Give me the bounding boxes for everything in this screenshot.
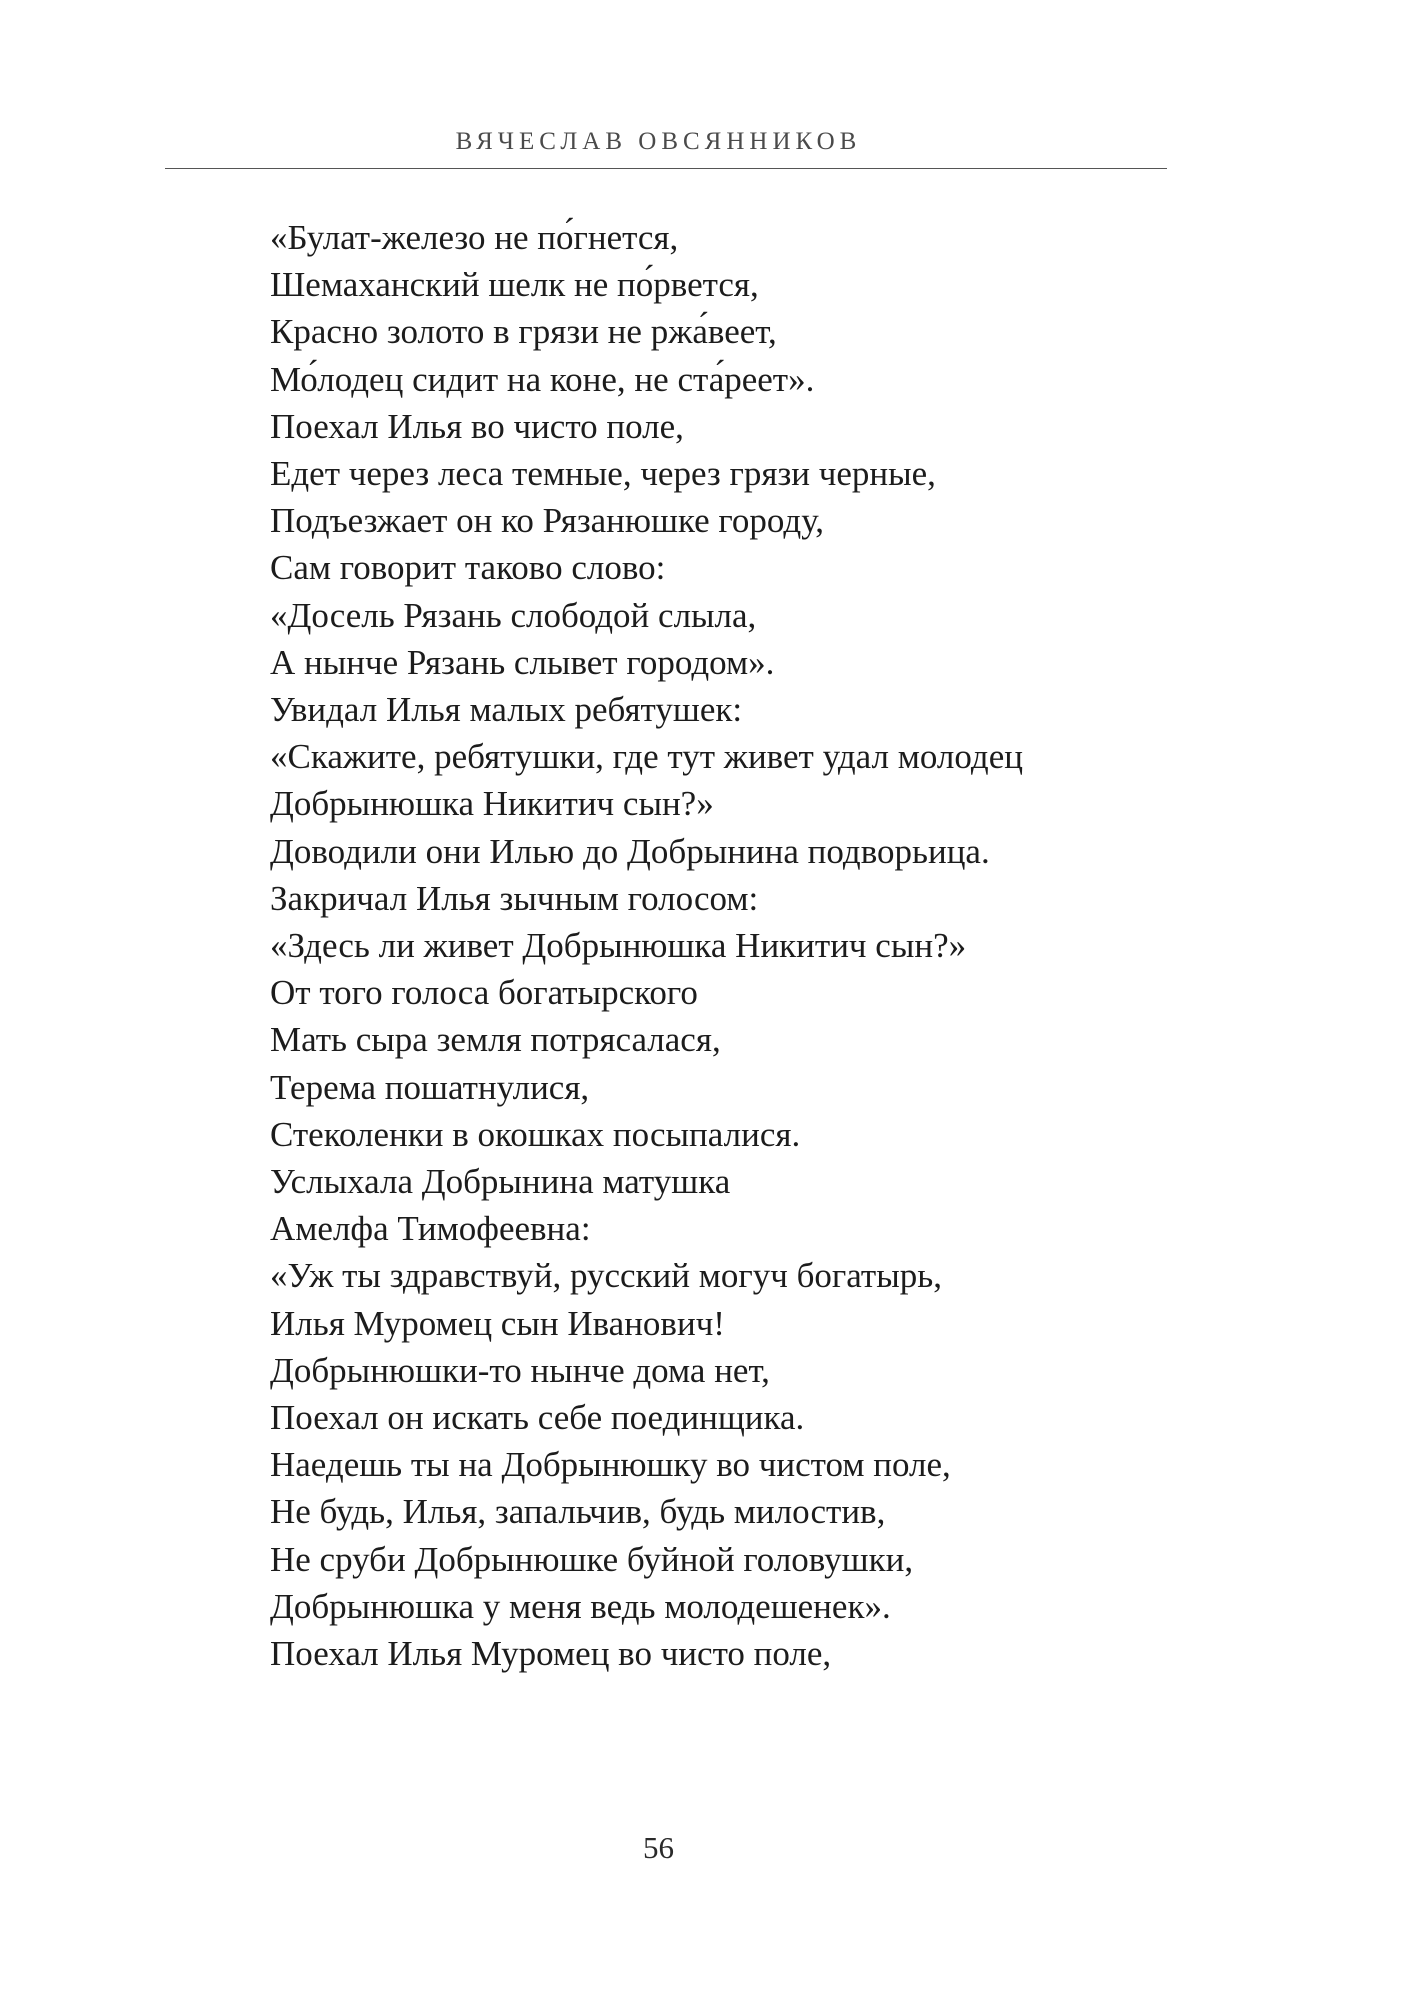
verse-line: Добрынюшка Никитич сын?» [270, 784, 714, 824]
verse-line: Илья Муромец сын Иванович! [270, 1303, 725, 1343]
verse-line: Амелфа Тимофеевна: [270, 1209, 591, 1249]
verse-line: Увидал Илья малых ребятушек: [270, 690, 743, 730]
verse-line: От того голоса богатырского [270, 973, 698, 1013]
verse-line: Добрынюшка у меня ведь молодешенек». [270, 1586, 891, 1626]
verse-line: Мо́лодец сидит на коне, не ста́реет». [270, 359, 815, 399]
verse-line: Закричал Илья зычным голосом: [270, 878, 759, 918]
verse-line: Мать сыра земля потрясалася, [270, 1020, 721, 1060]
verse-line: Поехал Илья Муромец во чисто поле, [270, 1634, 832, 1674]
verse-line: Стеколенки в окошках посыпалися. [270, 1114, 801, 1154]
verse-line: Сам говорит таково слово: [270, 548, 666, 588]
verse-line: Едет через леса темные, через грязи черные, [270, 454, 936, 494]
verse-text [270, 214, 1290, 1677]
verse-line: А нынче Рязань слывет городом». [270, 642, 775, 682]
verse-line: Шемаханский шелк не по́рвется, [270, 265, 759, 305]
verse-line: Доводили они Илью до Добрынина подворьица. [270, 831, 990, 871]
verse-line: Не сруби Добрынюшке буйной головушки, [270, 1539, 914, 1579]
verse-line: Терема пошатнулися, [270, 1067, 590, 1107]
verse-line: Красно золото в грязи не ржа́веет, [270, 312, 777, 352]
verse-line: Поехал Илья во чисто поле, [270, 406, 684, 446]
verse-line: «Уж ты здравствуй, русский могуч богатырь, [270, 1256, 942, 1296]
header-rule [165, 168, 1167, 169]
verse-line: Наедешь ты на Добрынюшку во чистом поле, [270, 1445, 951, 1485]
verse-line: Не будь, Илья, запальчив, будь милостив, [270, 1492, 886, 1532]
verse-line: «Булат-железо не по́гнется, [270, 218, 679, 257]
verse-line: «Досель Рязань слободой слыла, [270, 595, 757, 635]
verse-line: «Здесь ли живет Добрынюшка Никитич сын?» [270, 926, 967, 966]
verse-line: Поехал он искать себе поединщика. [270, 1398, 805, 1438]
verse-line: Услыхала Добрынина матушка [270, 1162, 731, 1202]
verse-line: Добрынюшки-то нынче дома нет, [270, 1350, 770, 1390]
page-number: 56 [643, 1830, 674, 1865]
verse-line: «Скажите, ребятушки, где тут живет удал молодец [270, 737, 1023, 777]
verse-line: Подъезжает он ко Рязанюшке городу, [270, 501, 824, 541]
running-head: ВЯЧЕСЛАВ ОВСЯННИКОВ [455, 128, 862, 155]
